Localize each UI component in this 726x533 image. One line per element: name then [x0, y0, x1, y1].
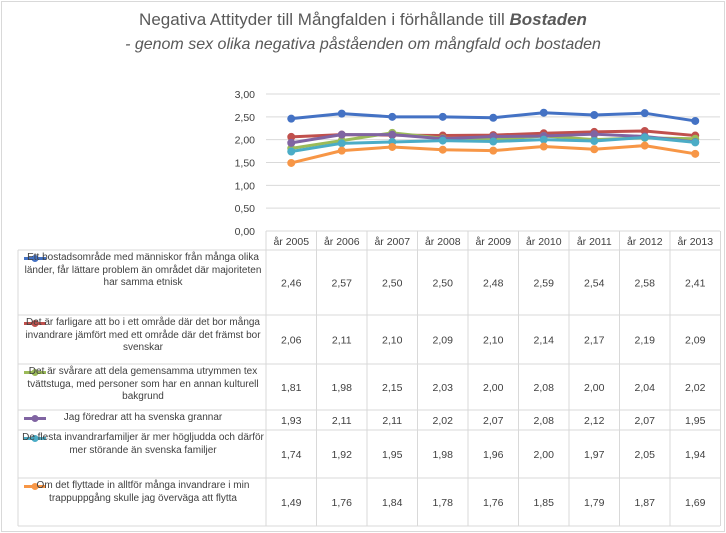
- category-label: år 2008: [424, 236, 461, 248]
- title-emphasis: Bostaden: [509, 10, 587, 29]
- data-value: 1,79: [584, 497, 605, 509]
- category-label: år 2005: [273, 236, 310, 248]
- data-value: 2,09: [432, 334, 453, 347]
- y-tick-label: 2,00: [234, 134, 255, 147]
- series-name: Jag föredrar att ha svenska grannar: [63, 412, 223, 423]
- data-value: 2,10: [382, 334, 403, 347]
- data-value: 1,81: [281, 382, 302, 394]
- data-point: [288, 139, 295, 146]
- data-point: [288, 159, 295, 166]
- data-point: [338, 140, 345, 147]
- data-value: 2,08: [533, 382, 554, 394]
- data-value: 2,58: [634, 277, 655, 290]
- category-label: år 2006: [323, 236, 360, 248]
- data-value: 2,15: [382, 382, 403, 394]
- data-point: [288, 115, 295, 122]
- series-name: De flesta invandrarfamiljer är mer högljudda och därför mer störande än svenska familjer: [22, 432, 264, 456]
- data-value: 2,00: [533, 449, 554, 461]
- data-value: 2,09: [685, 334, 706, 347]
- data-point: [692, 150, 699, 157]
- data-value: 1,96: [483, 449, 504, 461]
- data-value: 2,07: [634, 415, 655, 427]
- data-value: 2,54: [584, 277, 605, 290]
- data-point: [389, 143, 396, 150]
- data-point: [338, 131, 345, 138]
- category-label: år 2013: [677, 236, 714, 248]
- data-value: 2,50: [382, 277, 403, 290]
- data-point: [591, 131, 598, 138]
- data-value: 1,78: [432, 497, 453, 509]
- y-tick-label: 1,00: [234, 180, 255, 193]
- data-value: 2,50: [432, 277, 453, 290]
- data-value: 2,05: [634, 449, 655, 461]
- data-value: 1,74: [281, 449, 302, 461]
- data-value: 1,97: [584, 449, 605, 461]
- data-point: [389, 131, 396, 138]
- data-value: 2,06: [281, 334, 302, 347]
- data-value: 1,76: [483, 497, 504, 509]
- data-value: 2,02: [685, 382, 706, 394]
- y-tick-label: 2,50: [234, 111, 255, 124]
- data-value: 1,98: [331, 382, 352, 394]
- series-name: Ett bostadsområde med människor från många olika länder, får lättare problem än området där majoriteten har samma etnisk: [24, 252, 262, 288]
- data-value: 2,12: [584, 415, 605, 427]
- chart-subtitle: - genom sex olika negativa påståenden om mångfald och bostaden: [125, 36, 601, 53]
- data-point: [540, 136, 547, 143]
- category-label: år 2012: [626, 236, 663, 248]
- data-point: [338, 147, 345, 154]
- category-label: år 2007: [374, 236, 411, 248]
- data-value: 2,10: [483, 334, 504, 347]
- y-tick-label: 0,50: [234, 203, 255, 216]
- data-point: [288, 148, 295, 155]
- series-name: Det är svårare att dela gemensamma utrymmen tex tvättstuga, med personer som har en annan kulturell bakgrund: [27, 366, 259, 402]
- y-tick-label: 1,50: [234, 157, 255, 170]
- data-value: 2,19: [634, 334, 655, 347]
- data-value: 2,48: [483, 277, 504, 290]
- category-label: år 2011: [576, 236, 612, 248]
- data-point: [490, 114, 497, 121]
- data-value: 1,49: [281, 497, 302, 509]
- data-value: 2,08: [533, 415, 554, 427]
- series-name: Om det flyttade in alltför många invandrare i min trappuppgång skulle jag överväga att flytta: [36, 480, 250, 504]
- data-value: 2,11: [382, 415, 403, 427]
- data-value: 2,46: [281, 277, 302, 290]
- data-value: 1,85: [533, 497, 554, 509]
- data-value: 1,93: [281, 415, 302, 427]
- data-point: [641, 110, 648, 117]
- data-value: 2,57: [331, 277, 352, 290]
- series-name: Det är farligare att bo i ett område där det bor många invandrare jämfört med ett område där det främst bor svenskar: [25, 317, 261, 353]
- data-point: [439, 137, 446, 144]
- data-point: [641, 142, 648, 149]
- data-value: 1,94: [685, 449, 706, 461]
- data-value: 1,76: [331, 497, 352, 509]
- data-point: [692, 117, 699, 124]
- data-value: 2,17: [584, 334, 605, 347]
- data-value: 1,95: [685, 415, 706, 427]
- data-point: [389, 113, 396, 120]
- data-value: 1,87: [634, 497, 655, 509]
- data-value: 2,03: [432, 382, 453, 394]
- data-point: [540, 143, 547, 150]
- data-value: 1,95: [382, 449, 403, 461]
- data-point: [490, 147, 497, 154]
- data-value: 1,84: [382, 497, 403, 509]
- data-value: 2,41: [685, 277, 706, 290]
- data-value: 2,07: [483, 415, 504, 427]
- data-point: [439, 146, 446, 153]
- data-point: [692, 139, 699, 146]
- category-label: år 2010: [525, 236, 562, 248]
- data-point: [591, 138, 598, 145]
- data-value: 2,00: [584, 382, 605, 394]
- data-point: [439, 113, 446, 120]
- y-tick-label: 0,00: [234, 226, 255, 238]
- data-value: 1,92: [331, 449, 352, 461]
- data-value: 2,04: [634, 382, 655, 394]
- data-value: 2,11: [331, 334, 352, 347]
- y-tick-label: 3,00: [234, 89, 255, 101]
- data-value: 1,98: [432, 449, 453, 461]
- data-value: 2,14: [533, 334, 554, 347]
- data-point: [490, 138, 497, 145]
- data-value: 2,02: [432, 415, 453, 427]
- data-value: 2,59: [533, 277, 554, 290]
- data-point: [641, 134, 648, 141]
- data-value: 2,00: [483, 382, 504, 394]
- data-value: 1,69: [685, 497, 706, 509]
- category-label: år 2009: [475, 236, 512, 248]
- data-point: [591, 146, 598, 153]
- title-main: Negativa Attityder till Mångfalden i förhållande till: [139, 10, 510, 29]
- data-value: 2,11: [331, 415, 352, 427]
- data-point: [591, 112, 598, 119]
- data-point: [540, 109, 547, 116]
- data-point: [338, 110, 345, 117]
